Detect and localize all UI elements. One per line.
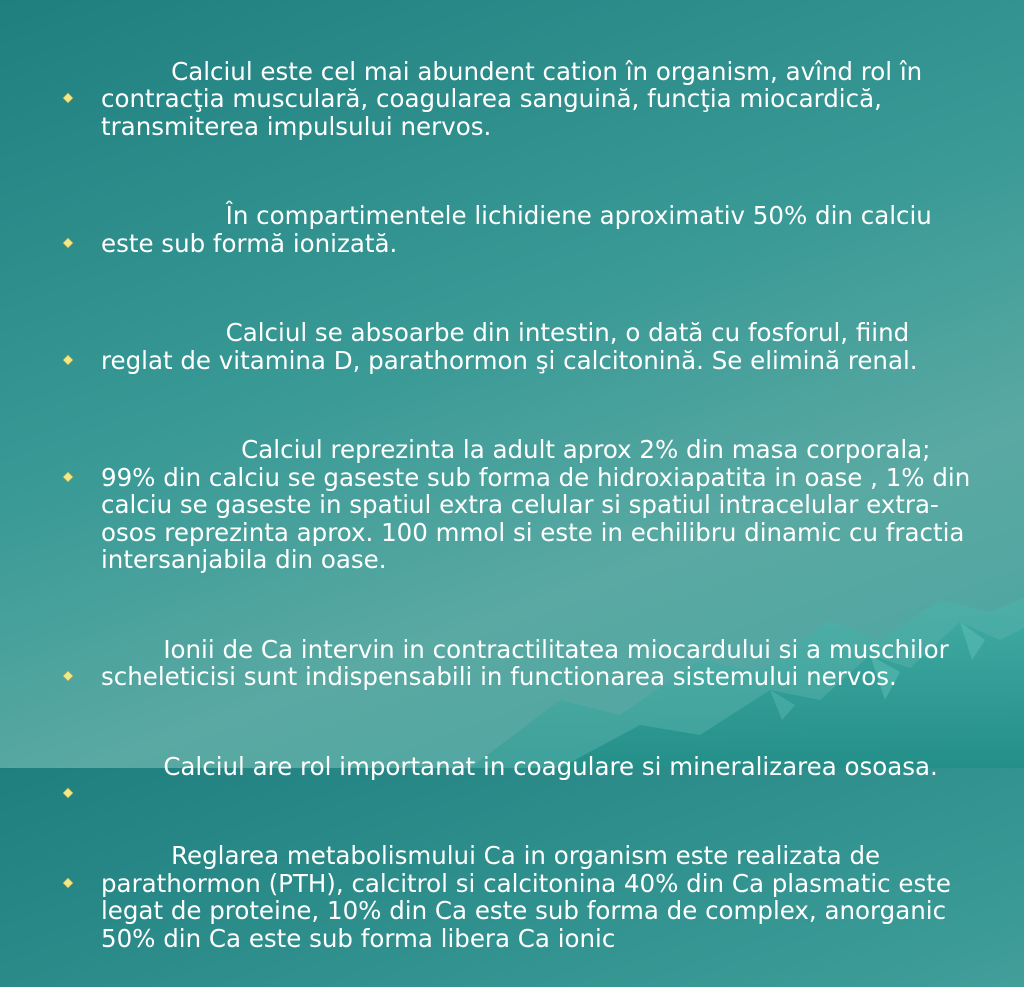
diamond-bullet-icon xyxy=(63,38,73,48)
bullet-text: Reglarea metabolismului Ca in organism este realizata de parathormon (PTH), calcitrol si calcitonina 40% din Ca plasmatic este legat de proteine, 10% din Ca este sub forma de complex, anorganic 50% din Ca este sub forma libera Ca ionic xyxy=(101,841,959,953)
bullet-text: În compartimentele lichidiene aproximativ 50% din calciu este sub formă ionizată. xyxy=(101,201,940,258)
bullet-item xyxy=(58,292,978,402)
bullet-item xyxy=(58,30,978,168)
diamond-bullet-icon xyxy=(63,823,73,833)
bullet-text: Calciul se absoarbe din intestin, o dată cu fosforul, fiind reglat de vitamina D, parathormon şi calcitonină. Se elimină renal. xyxy=(101,318,918,375)
bullet-item xyxy=(58,815,978,980)
slide-content xyxy=(58,30,978,987)
diamond-bullet-icon xyxy=(63,733,73,743)
diamond-bullet-icon xyxy=(63,300,73,310)
diamond-bullet-icon xyxy=(63,616,73,626)
bullet-item xyxy=(58,175,978,285)
diamond-bullet-icon xyxy=(63,183,73,193)
bullet-text: Ionii de Ca intervin in contractilitatea miocardului si a muschilor scheleticisi sunt indispensabili in functionarea sistemului nervos. xyxy=(101,634,957,691)
bullet-item xyxy=(58,608,978,718)
bullet-list xyxy=(58,30,978,980)
bullet-item xyxy=(58,725,978,808)
bullet-text: Calciul are rol importanat in coagulare si mineralizarea osoasa. xyxy=(163,751,938,781)
diamond-bullet-icon xyxy=(63,417,73,427)
bullet-text: Calciul este cel mai abundent cation în organism, avînd rol în contracţia musculară, coagularea sanguină, funcţia miocardică, transmiterea impulsului nervos. xyxy=(101,56,931,141)
bullet-item xyxy=(58,409,978,602)
bullet-text: Calciul reprezinta la adult aprox 2% din masa corporala; 99% din calciu se gaseste sub forma de hidroxiapatita in oase , 1% din calciu se gaseste in spatiul extra celular si spatiul intracelular extra-osos reprezinta aprox. 100 mmol si este in echilibru dinamic cu fractia intersanjabila din oase. xyxy=(101,435,979,574)
